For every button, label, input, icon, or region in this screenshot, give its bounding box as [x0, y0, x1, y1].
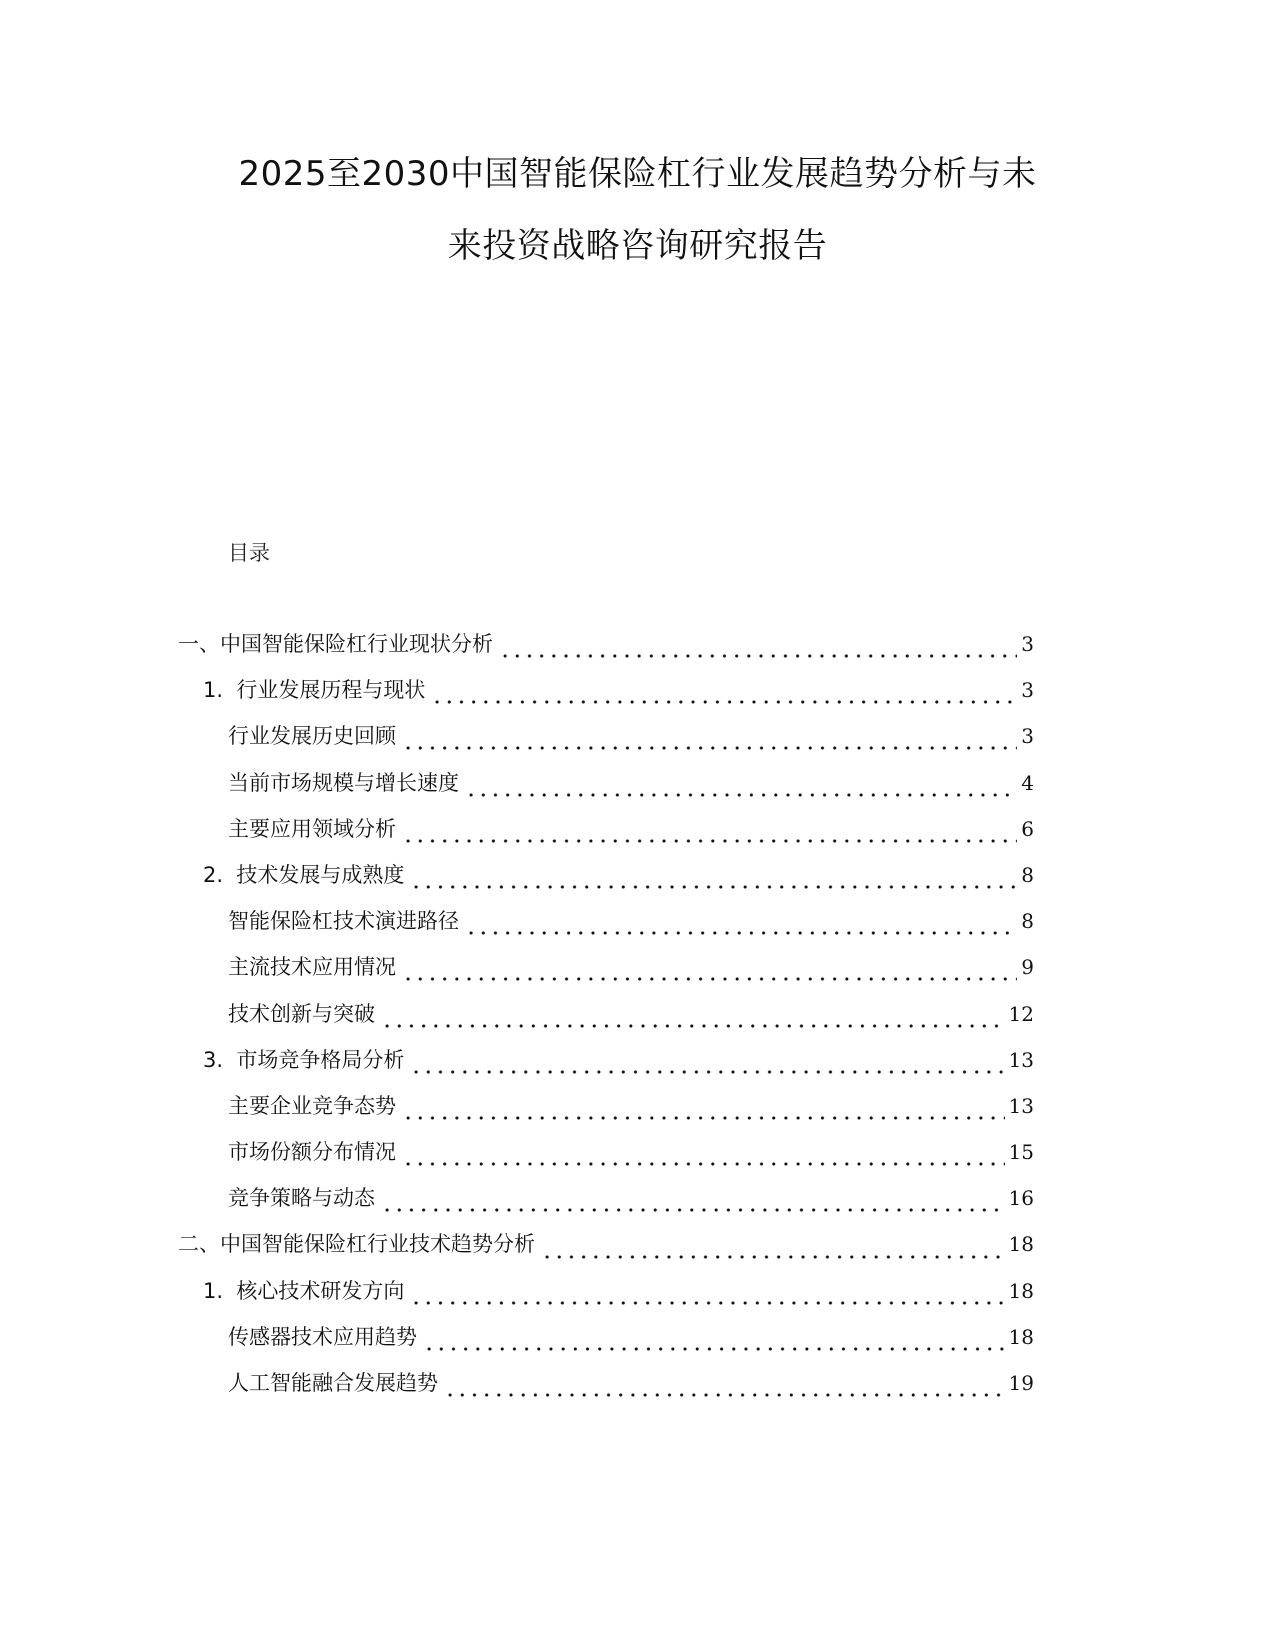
- toc-entry-level-1[interactable]: [178, 625, 1034, 671]
- toc-entry-level-3[interactable]: [178, 1133, 1034, 1179]
- toc-entry-page-number: 19: [1008, 1371, 1034, 1395]
- toc-entry-number: 3.: [203, 1047, 237, 1072]
- toc-entry-title: 市场份额分布情况: [228, 1140, 396, 1165]
- toc-entry-title: 人工智能融合发展趋势: [228, 1371, 438, 1395]
- toc-entry-title: 技术发展与成熟度: [236, 862, 405, 887]
- toc-entry-level-2[interactable]: [178, 1041, 1034, 1087]
- dot-leader: [410, 884, 1017, 890]
- toc-entry-title: 竞争策略与动态: [228, 1186, 375, 1211]
- toc-entry-page-number: 18: [1008, 1232, 1034, 1257]
- toc-entry-level-2[interactable]: [178, 856, 1034, 902]
- dot-leader: [423, 1346, 1005, 1352]
- toc-entry-number: 2.: [203, 862, 237, 887]
- toc-entry-number: 1.: [203, 678, 237, 703]
- toc-entry-title: 主要应用领域分析: [228, 816, 396, 841]
- dot-leader: [402, 838, 1017, 844]
- dot-leader: [402, 976, 1017, 982]
- toc-entry-page-number: 18: [1008, 1278, 1034, 1303]
- toc-entry-page-number: 12: [1008, 1001, 1034, 1026]
- toc-entry-page-number: 8: [1021, 862, 1034, 887]
- toc-entry-title: 智能保险杠技术演进路径: [228, 909, 459, 934]
- title-line-2: 来投资战略咨询研究报告: [447, 226, 828, 266]
- dot-leader: [402, 1161, 1005, 1167]
- dot-leader: [402, 745, 1017, 751]
- toc-entry-title: 行业发展历程与现状: [236, 678, 426, 703]
- toc-entry-page-number: 8: [1021, 909, 1034, 934]
- dot-leader: [541, 1254, 1005, 1260]
- dot-leader: [381, 1023, 1005, 1029]
- toc-entry-page-number: 15: [1008, 1140, 1034, 1165]
- toc-entry-title: 当前市场规模与增长速度: [228, 770, 459, 795]
- toc-entry-level-2[interactable]: [178, 1272, 1034, 1318]
- dot-leader: [381, 1207, 1005, 1213]
- toc-entry-level-2[interactable]: [178, 671, 1034, 717]
- toc-entry-title: 行业发展历史回顾: [228, 724, 396, 749]
- toc-entry-level-3[interactable]: [178, 1364, 1034, 1410]
- document-title: [0, 138, 1275, 282]
- toc-entry-level-3[interactable]: [178, 902, 1034, 948]
- toc-entry-page-number: 13: [1008, 1047, 1034, 1072]
- toc-entry-title: 主流技术应用情况: [228, 955, 396, 980]
- toc-entry-level-3[interactable]: [178, 764, 1034, 810]
- toc-entry-level-1[interactable]: [178, 1225, 1034, 1271]
- toc-entry-page-number: 18: [1008, 1324, 1034, 1349]
- dot-leader: [410, 1069, 1004, 1075]
- toc-heading: 目录: [228, 541, 270, 565]
- toc-entry-title: 主要企业竞争态势: [228, 1093, 396, 1118]
- toc-entry-page-number: 3: [1021, 724, 1034, 749]
- toc-entry-page-number: 9: [1021, 955, 1034, 980]
- toc-entry-level-3[interactable]: [178, 1179, 1034, 1225]
- toc-entry-title: 中国智能保险杠行业现状分析: [220, 632, 493, 656]
- toc-entry-page-number: 3: [1021, 632, 1034, 656]
- dot-leader: [402, 1115, 1005, 1121]
- title-line-1: 2025至2030中国智能保险杠行业发展趋势分析与未: [238, 154, 1037, 194]
- toc-entry-level-3[interactable]: [178, 810, 1034, 856]
- toc-entry-page-number: 6: [1021, 816, 1034, 841]
- dot-leader: [444, 1392, 1005, 1398]
- dot-leader: [499, 653, 1017, 659]
- dot-leader: [431, 699, 1017, 705]
- toc-entry-page-number: 3: [1021, 678, 1034, 703]
- toc-entry-title: 中国智能保险杠行业技术趋势分析: [220, 1232, 535, 1257]
- dot-leader: [465, 792, 1017, 798]
- table-of-contents: [178, 625, 1034, 1410]
- toc-entry-title: 市场竞争格局分析: [236, 1047, 405, 1072]
- dot-leader: [465, 930, 1017, 936]
- toc-entry-number: 二、: [178, 1232, 220, 1257]
- toc-entry-title: 传感器技术应用趋势: [228, 1324, 417, 1349]
- toc-entry-number: 一、: [178, 632, 220, 656]
- toc-entry-level-3[interactable]: [178, 1087, 1034, 1133]
- toc-entry-level-3[interactable]: [178, 717, 1034, 763]
- toc-entry-level-3[interactable]: [178, 948, 1034, 994]
- toc-entry-page-number: 16: [1008, 1186, 1034, 1211]
- toc-entry-number: 1.: [203, 1278, 237, 1303]
- toc-entry-page-number: 4: [1021, 770, 1034, 795]
- toc-entry-level-3[interactable]: [178, 1318, 1034, 1364]
- dot-leader: [410, 1300, 1004, 1306]
- toc-entry-page-number: 13: [1008, 1093, 1034, 1118]
- toc-entry-title: 核心技术研发方向: [236, 1278, 405, 1303]
- toc-entry-title: 技术创新与突破: [228, 1001, 375, 1026]
- toc-entry-level-3[interactable]: [178, 995, 1034, 1041]
